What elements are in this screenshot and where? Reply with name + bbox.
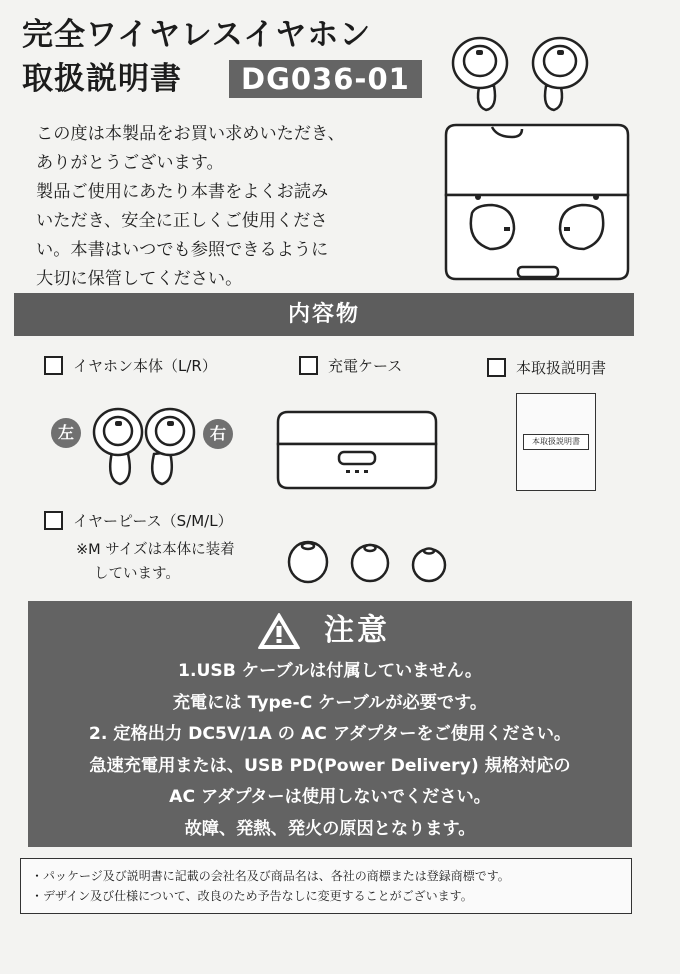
manual-label: 本取扱説明書 [516,359,607,377]
intro-paragraph [36,120,391,294]
left-marker: 左 [57,423,74,442]
open-case-illustration [442,121,638,283]
checklist-item-manual[interactable] [487,357,606,378]
caution-line: 2. 定格出力 DC5V/1A の AC アダプターをご使用ください。 [88,724,572,744]
checkbox[interactable] [44,356,63,375]
manual-cover-label: 本取扱説明書 [523,434,589,450]
footer-line: ・パッケージ及び説明書に記載の会社名及び商品名は、各社の商標または登録商標です。 [31,869,510,883]
intro-line: い。本書はいつでも参照できるように [36,240,329,260]
eartips-note [76,538,235,586]
footer-notes [20,858,632,914]
caution-line: 故障、発熱、発火の原因となります。 [184,818,476,839]
intro-line: この度は本製品をお買い求めいただき、 [36,124,345,144]
document-title: 完全ワイヤレスイヤホン [22,17,372,53]
checklist-item-earbuds[interactable] [44,355,217,376]
eartips-illustration [286,536,451,586]
checklist-item-eartips[interactable] [44,510,233,531]
intro-line: 製品ご使用にあたり本書をよくお読み [36,182,329,202]
caution-text [28,656,632,845]
model-number-badge: DG036-01 [229,60,422,98]
earbuds-lr-illustration [44,400,240,490]
checkbox[interactable] [44,511,63,530]
caution-line: 1.USB ケーブルは付属していません。 [177,661,483,681]
intro-line: ありがとうございます。 [36,153,224,173]
case-label: 充電ケース [328,357,403,375]
caution-line: 急速充電用または、USB PD(Power Delivery) 規格対応の [89,755,571,776]
caution-line: AC アダプターは使用しないでください。 [169,787,491,807]
contents-heading: 内容物 [14,293,634,336]
footer-line: ・デザイン及び仕様について、改良のため予告なしに変更することがございます。 [31,889,473,903]
checkbox[interactable] [487,358,506,377]
checklist-item-case[interactable] [299,355,402,376]
right-marker: 右 [209,424,226,443]
eartips-note-line: しています。 [94,566,180,582]
earbuds-illustration [440,28,600,113]
intro-line: 大切に保管してください。 [36,269,243,289]
eartips-label: イヤーピース（S/M/L） [73,512,233,530]
caution-line: 充電には Type-C ケーブルが必要です。 [172,692,488,713]
caution-title: 注意 [324,613,390,648]
intro-line: いただき、安全に正しくご使用くださ [36,211,328,231]
checkbox[interactable] [299,356,318,375]
caution-box [28,601,632,847]
earbuds-label: イヤホン本体（L/R） [73,357,217,375]
document-subtitle: 取扱説明書 [22,61,182,97]
eartips-note-line: ※M サイズは本体に装着 [76,542,235,558]
charging-case-illustration [274,408,440,492]
manual-booklet-illustration [516,393,596,491]
